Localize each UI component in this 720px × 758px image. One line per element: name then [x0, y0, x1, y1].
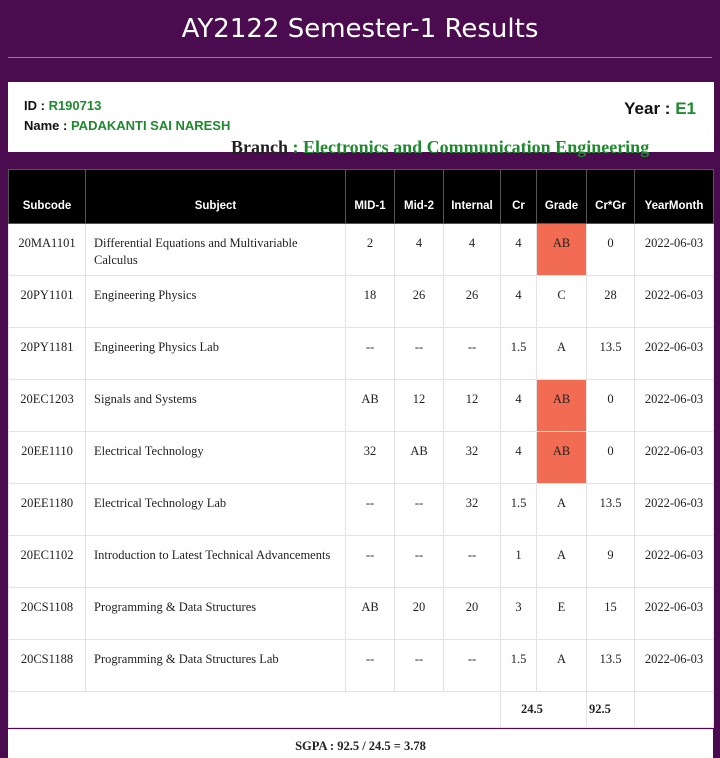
- cell-crgr: 9: [587, 536, 635, 588]
- student-name-value: PADAKANTI SAI NARESH: [70, 118, 231, 133]
- student-branch: [231, 137, 649, 158]
- cell-grade: AB: [537, 380, 587, 432]
- cell-subcode: 20MA1101: [9, 224, 86, 276]
- cell-grade: E: [537, 588, 587, 640]
- cell-subcode: 20PY1181: [9, 328, 86, 380]
- table-row: [9, 432, 714, 484]
- col-header-mid2: Mid-2: [395, 170, 444, 224]
- cell-mid2: 4: [395, 224, 444, 276]
- cell-subcode: 20EC1203: [9, 380, 86, 432]
- cell-internal: 32: [444, 484, 501, 536]
- cell-subject: Programming & Data Structures: [86, 588, 346, 640]
- cell-internal: 26: [444, 276, 501, 328]
- cell-mid1: AB: [346, 588, 395, 640]
- cell-subcode: 20CS1188: [9, 640, 86, 692]
- cell-crgr: 0: [587, 224, 635, 276]
- col-header-subcode: Subcode: [9, 170, 86, 224]
- col-header-grade: Grade: [537, 170, 587, 224]
- results-table: [8, 169, 714, 728]
- totals-spacer: [9, 692, 501, 728]
- cell-grade: A: [537, 536, 587, 588]
- cell-crgr: 28: [587, 276, 635, 328]
- cell-subject: Electrical Technology Lab: [86, 484, 346, 536]
- cell-subcode: 20CS1108: [9, 588, 86, 640]
- cell-mid1: --: [346, 536, 395, 588]
- cell-cr: 1.5: [501, 640, 537, 692]
- cell-grade: A: [537, 640, 587, 692]
- cell-subject: Programming & Data Structures Lab: [86, 640, 346, 692]
- branch-value: : Electronics and Communication Engineering: [288, 137, 650, 157]
- student-year-value: E1: [675, 99, 696, 118]
- table-row: [9, 640, 714, 692]
- cell-cr: 4: [501, 276, 537, 328]
- header-divider: [8, 57, 712, 58]
- cell-grade: A: [537, 328, 587, 380]
- table-row: [9, 328, 714, 380]
- cell-subject: Introduction to Latest Technical Advancements: [86, 536, 346, 588]
- cell-cr: 3: [501, 588, 537, 640]
- table-row: [9, 276, 714, 328]
- col-header-internal: Internal: [444, 170, 501, 224]
- student-name-label: Name :: [24, 118, 71, 133]
- cell-yearmonth: 2022-06-03: [635, 224, 714, 276]
- cell-mid2: AB: [395, 432, 444, 484]
- cell-mid1: AB: [346, 380, 395, 432]
- student-id-value: R190713: [48, 98, 102, 113]
- cell-subject: Engineering Physics: [86, 276, 346, 328]
- cell-grade: AB: [537, 224, 587, 276]
- student-name: [24, 118, 230, 133]
- cell-mid1: --: [346, 328, 395, 380]
- student-year-label: Year :: [624, 99, 676, 118]
- sgpa-summary: SGPA : 92.5 / 24.5 = 3.78: [8, 729, 713, 758]
- cell-mid1: --: [346, 640, 395, 692]
- branch-label: Branch: [231, 137, 289, 157]
- cell-grade: C: [537, 276, 587, 328]
- cell-grade: A: [537, 484, 587, 536]
- cell-mid2: 12: [395, 380, 444, 432]
- cell-internal: --: [444, 640, 501, 692]
- cell-mid2: 20: [395, 588, 444, 640]
- cell-internal: 20: [444, 588, 501, 640]
- cell-internal: --: [444, 536, 501, 588]
- cell-yearmonth: 2022-06-03: [635, 536, 714, 588]
- cell-yearmonth: 2022-06-03: [635, 380, 714, 432]
- cell-mid2: 26: [395, 276, 444, 328]
- cell-crgr: 0: [587, 432, 635, 484]
- student-id-label: ID :: [24, 98, 49, 113]
- cell-subcode: 20EE1180: [9, 484, 86, 536]
- cell-mid1: --: [346, 484, 395, 536]
- student-id: [24, 98, 101, 113]
- table-row: [9, 536, 714, 588]
- cell-cr: 4: [501, 432, 537, 484]
- cell-mid2: --: [395, 484, 444, 536]
- cell-mid2: --: [395, 640, 444, 692]
- cell-subject: Signals and Systems: [86, 380, 346, 432]
- col-header-subject: Subject: [86, 170, 346, 224]
- col-header-yearmonth: YearMonth: [635, 170, 714, 224]
- cell-cr: 4: [501, 224, 537, 276]
- table-row: [9, 380, 714, 432]
- cell-yearmonth: 2022-06-03: [635, 640, 714, 692]
- cell-internal: 32: [444, 432, 501, 484]
- cell-yearmonth: 2022-06-03: [635, 484, 714, 536]
- cell-internal: 12: [444, 380, 501, 432]
- cell-mid1: 32: [346, 432, 395, 484]
- cell-mid1: 18: [346, 276, 395, 328]
- cell-yearmonth: 2022-06-03: [635, 276, 714, 328]
- cell-subcode: 20EC1102: [9, 536, 86, 588]
- cell-mid2: --: [395, 328, 444, 380]
- cell-subject: Engineering Physics Lab: [86, 328, 346, 380]
- page-title: AY2122 Semester-1 Results: [181, 14, 539, 44]
- cell-yearmonth: 2022-06-03: [635, 328, 714, 380]
- col-header-mid1: MID-1: [346, 170, 395, 224]
- cell-yearmonth: 2022-06-03: [635, 432, 714, 484]
- cell-subject: Electrical Technology: [86, 432, 346, 484]
- table-row: [9, 224, 714, 276]
- cell-cr: 1.5: [501, 484, 537, 536]
- total-crgr: 92.5: [587, 692, 635, 728]
- table-row: [9, 588, 714, 640]
- total-credits: 24.5: [501, 692, 587, 728]
- cell-mid2: --: [395, 536, 444, 588]
- cell-subcode: 20PY1101: [9, 276, 86, 328]
- cell-crgr: 15: [587, 588, 635, 640]
- totals-row: [9, 692, 714, 728]
- cell-subject: Differential Equations and Multivariable Calculus: [86, 224, 346, 276]
- cell-mid1: 2: [346, 224, 395, 276]
- cell-internal: --: [444, 328, 501, 380]
- cell-cr: 4: [501, 380, 537, 432]
- totals-end-spacer: [635, 692, 714, 728]
- cell-crgr: 13.5: [587, 640, 635, 692]
- cell-yearmonth: 2022-06-03: [635, 588, 714, 640]
- cell-subcode: 20EE1110: [9, 432, 86, 484]
- cell-crgr: 0: [587, 380, 635, 432]
- cell-internal: 4: [444, 224, 501, 276]
- table-row: [9, 484, 714, 536]
- cell-crgr: 13.5: [587, 328, 635, 380]
- cell-crgr: 13.5: [587, 484, 635, 536]
- cell-cr: 1.5: [501, 328, 537, 380]
- table-header-row: [9, 170, 714, 224]
- student-year: [624, 99, 696, 119]
- col-header-cr: Cr: [501, 170, 537, 224]
- cell-cr: 1: [501, 536, 537, 588]
- cell-grade: AB: [537, 432, 587, 484]
- col-header-crgr: Cr*Gr: [587, 170, 635, 224]
- results-table-container: [8, 169, 713, 728]
